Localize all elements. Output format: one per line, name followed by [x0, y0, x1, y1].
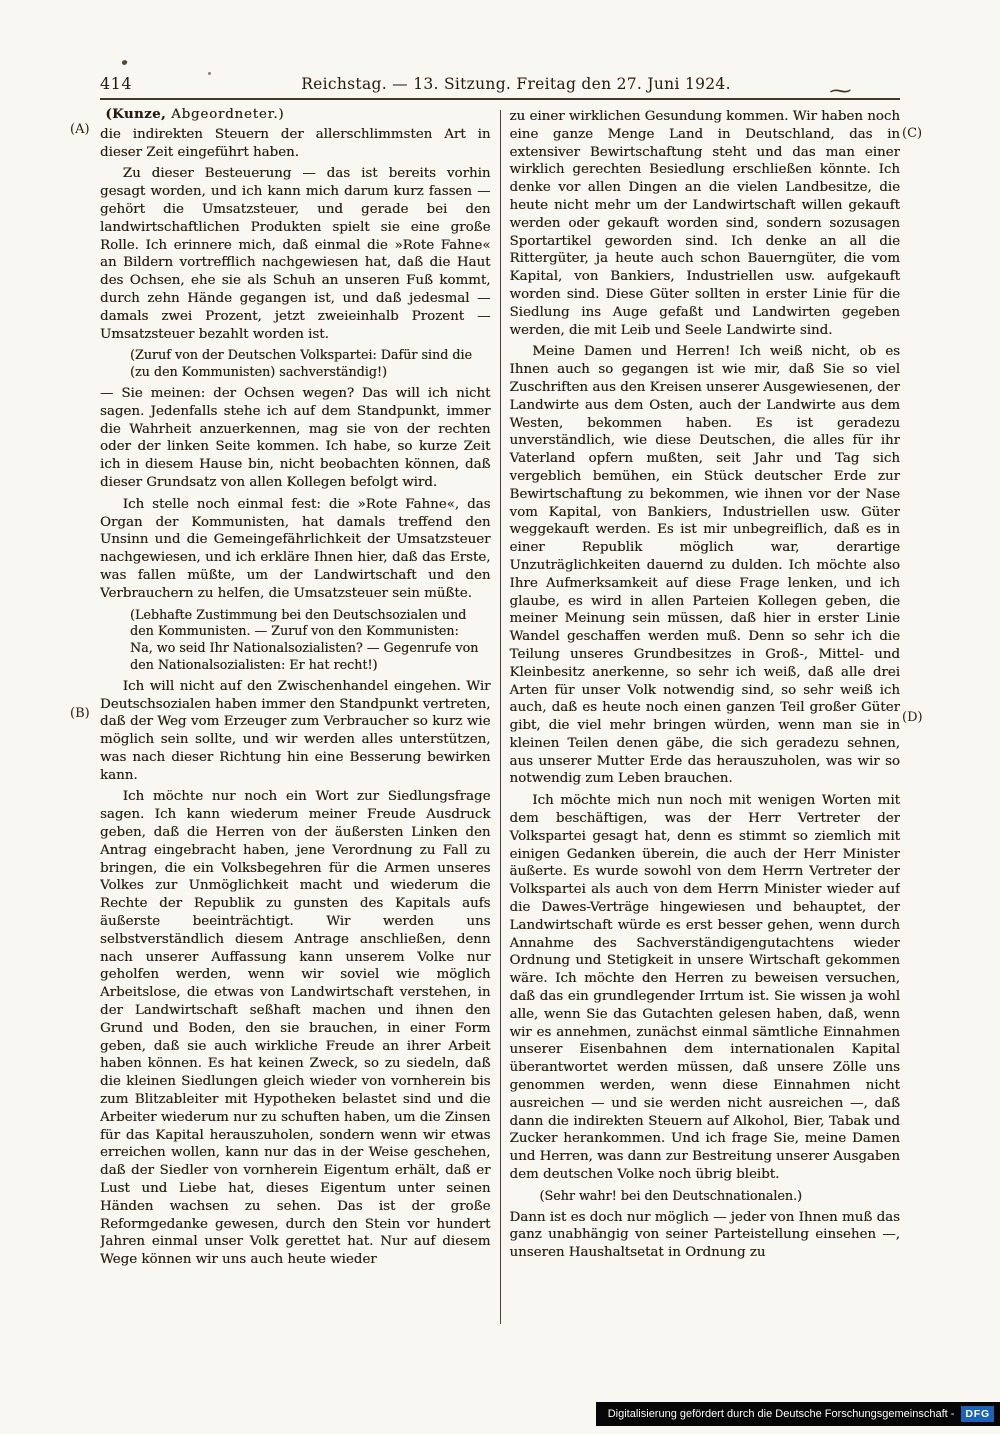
speech-paragraph: Ich möchte mich nun noch mit wenigen Worten mit dem beschäftigen, was der Herr Vertreter der Volkspartei gesagt hat, denn es stimmt so ziemlich mit einigen Gedanken überein, die auch der Herr Minister äußerte. Es wurde sowohl von dem Herrn Vertreter der Volkspartei als auch von dem Herrn Minister wieder auf die Dawes-Verträge hingewiesen und behauptet, der Landwirtschaft würde es erst besser gehen, wenn durch Annahme des Sachverständigengutachtens wieder Ordnung und Stetigkeit in unsere Wirtschaft gekommen wäre. Ich möchte den Herren zu beweisen versuchen, daß das ein grundlegender Irrtum ist. Sie wissen ja wohl alle, wenn Sie das Gutachten gelesen haben, daß, wenn wir es annehmen, zunächst einmal sämtliche Einnahmen unserer Eisenbahnen dem internationalen Kapital überantwortet werden müssen, daß unsere Zölle uns genommen werden, wenn diese Einnahmen nicht ausreichen — und sie werden nicht ausreichen —, daß dann die indirekten Steuern auf Alkohol, Bier, Tabak und Zucker herankommen. Und ich frage Sie, meine Damen und Herren, was dann zur Bestreitung unserer Ausgaben dem deutschen Volke noch übrig bleibt. — [509, 793, 900, 1183]
digitization-credit-bar — [596, 1402, 1000, 1426]
header-title: Reichstag. — 13. Sitzung. Freitag den 27. Juni 1924. — [301, 75, 731, 93]
scan-artifact — [121, 59, 128, 66]
two-column-text — [100, 106, 900, 1330]
scan-artifact-squiggle: ~ — [826, 78, 854, 102]
speech-paragraph: die indirekten Steuern der allerschlimmsten Art in dieser Zeit eingeführt haben. — [100, 126, 491, 160]
speech-paragraph: zu einer wirklichen Gesundung kommen. Wir haben noch eine ganze Menge Land in Deutschland, das in extensiver Bewirtschaftung steht und das man einer wirklich gerechten Besiedlung erschließen könnte. Ich denke vor allen Dingen an die vielen Landbesitze, die heute nicht mehr um der Landwirtschaft willen gekauft werden oder gekauft worden sind, sondern sozusagen Sportartikel geworden sind. Ich denke an all die Rittergüter, ja heute auch schon Bauerngüter, die vom Kapital, von Bankiers, Industriellen usw. aufgekauft worden sind. Diese Güter sollten in erster Linie für die Siedlung ins Auge gefaßt und Landwirten gegeben werden, die mit Leib und Seele Landwirte sind. — [509, 109, 900, 338]
speech-paragraph: Dann ist es doch nur möglich — jeder von Ihnen muß das ganz unabhängig von seiner Parteistellung einsehen —, unseren Haushaltsetat in Ordnung zu — [509, 1209, 900, 1261]
page-header — [100, 74, 900, 100]
speech-paragraph: Ich stelle noch einmal fest: die »Rote Fahne«, das Organ der Kommunisten, hat damals treffend den Unsinn und die Gemeingefährlichkeit der Umsatzsteuer nachgewiesen, und ich erkläre Ihnen hier, daß das Erste, was fallen müßte, um der Landwirtschaft und den Verbrauchern zu helfen, die Umsatzsteuer sein müßte. — [100, 496, 491, 601]
digitization-credit-text: Digitalisierung gefördert durch die Deutsche Forschungsgemeinschaft - — [607, 1408, 955, 1420]
interjection-note: (Lebhafte Zustimmung bei den Deutschsozialen und den Kommunisten. — Zuruf von den Kommunisten: Na, wo seid Ihr Nationalsozialisten? — Gegenrufe von den Nationalsozialisten: Er hat recht!) — [130, 606, 479, 672]
column-marker-a: (A) — [70, 122, 90, 137]
speaker-name: (Kunze, — [105, 106, 167, 122]
column-marker-c: (C) — [902, 126, 923, 141]
column-marker-d: (D) — [902, 710, 923, 725]
interjection-note: (Zuruf von der Deutschen Volkspartei: Dafür sind die (zu den Kommunisten) sachverständig!) — [130, 347, 472, 380]
page-number: 414 — [100, 74, 133, 93]
speaker-role: Abgeordneter.) — [166, 107, 285, 122]
column-divider-rule — [500, 110, 501, 1324]
dfg-logo: DFG — [961, 1406, 994, 1422]
column-marker-b: (B) — [70, 706, 90, 721]
speech-paragraph: — Sie meinen: der Ochsen wegen? Das will ich nicht sagen. Jedenfalls stehe ich auf dem Standpunkt, immer die Wahrheit anzuerkennen, mag sie von der rechten oder der linken Seite kommen. Ich habe, so kurze Zeit ich in diesem Hause bin, nicht beobachten können, daß dieser Grundsatz von allen Kollegen befolgt wird. — [100, 385, 491, 490]
speaker-note — [100, 106, 491, 124]
speech-paragraph: Zu dieser Besteuerung — das ist bereits vorhin gesagt worden, und ich kann mich darum kurz fassen — gehört die Umsatzsteuer, und gerade bei den landwirtschaftlichen Produkten spielt sie eine große Rolle. Ich erinnere mich, daß einmal die »Rote Fahne« an Bildern vortrefflich nachgewiesen hat, daß die Haut des Ochsen, ehe sie als Schuh an unseren Fuß kommt, durch zehn Hände gegangen ist, und daß jedesmal — damals zwei Prozent, jetzt zweieinhalb Prozent — Umsatzsteuer bezahlt worden ist. — [100, 166, 491, 342]
left-column — [100, 106, 491, 1330]
speech-paragraph: Meine Damen und Herren! Ich weiß nicht, ob es Ihnen auch so gegangen ist wie mir, daß Sie so viel Zuschriften aus den Kreisen unserer Ausgewiesenen, der Landwirte aus dem Osten, auch der Landwirte aus dem Westen, bekommen haben. Es ist geradezu unverständlich, wie diese Deutschen, die alles für ihr Vaterland opfern mußten, seit Jahr und Tag sich vergeblich bemühen, ein Stück deutscher Erde zur Bewirtschaftung zu bekommen, wie ihnen vor der Nase vom Kapital, von Bankiers, Industriellen usw. Güter weggekauft werden. Es ist mir unbegreiflich, daß es in einer Republik möglich war, derartige Unzuträglichkeiten dauernd zu dulden. Ich möchte also Ihre Aufmerksamkeit auf diese Frage lenken, und ich glaube, es wird in allen Parteien Kollegen geben, die meiner Meinung sein müssen, daß hier in erster Linie Wandel geschaffen werden muß. Denn so sehr ich die Teilung unseres Grundbesitzes in Groß-, Mittel- und Kleinbesitz anerkenne, so sehr ich weiß, daß alle drei Arten für unser Volk notwendig sind, so sehr weiß ich auch, daß es heute noch einen ganzen Teil großer Güter gibt, die viel mehr bringen würden, wenn man sie in kleinen Teilen denen gäbe, die sich geradezu sehnen, aus unserer Mutter Erde das herauszuholen, was wir so notwendig zum Leben brauchen. — [509, 344, 900, 787]
speech-paragraph: Ich will nicht auf den Zwischenhandel eingehen. Wir Deutschsozialen haben immer den Standpunkt vertreten, daß der Weg vom Erzeuger zum Verbraucher so kurz wie möglich sein sollte, und wir werden alles unterstützen, was nach dieser Richtung hin eine Besserung bewirken kann. — [100, 678, 491, 783]
right-column — [510, 106, 901, 1330]
interjection-note: (Sehr wahr! bei den Deutschnationalen.) — [539, 1187, 802, 1203]
speech-paragraph: Ich möchte nur noch ein Wort zur Siedlungsfrage sagen. Ich kann wiederum meiner Freude Ausdruck geben, daß die Herren von der äußersten Linken den Antrag eingebracht haben, jene Verordnung zu Fall zu bringen, die ein Volksbegehren für die Armen unseres Volkes zur Unmöglichkeit macht und wiederum die Rechte der Republik zu gunsten des Kapitals aufs äußerste beeinträchtigt. Wir werden uns selbstverständlich diesem Antrage anschließen, denn nach unserer Auffassung kann unserem Volke nur geholfen werden, wenn wir soviel wie möglich Arbeitslose, die etwas von Landwirtschaft verstehen, in der Landwirtschaft seßhaft machen und ihnen den Grund und Boden, den sie brauchen, in einer Form geben, daß sie auch wirkliche Freude an ihrer Arbeit haben können. Es hat keinen Zweck, so zu siedeln, daß die kleinen Siedlungen gleich wieder von vornherein bis zum Blitzableiter mit Hypotheken belastet sind und die Arbeiter wiederum nur zu schuften haben, um die Zinsen für das Kapital herauszuholen, sondern wenn wir etwas erreichen wollen, kann nur das in der Weise geschehen, daß der Siedler von vornherein Eigentum erhält, daß er Lust und Liebe hat, dieses Eigentum unter seinen Händen wachsen zu sehen. Das ist der große Reformgedanke gewesen, durch den Stein vor hundert Jahren einmal unser Volk gerettet hat. Nur auf diesem Wege können wir uns auch heute wieder — [100, 789, 491, 1268]
